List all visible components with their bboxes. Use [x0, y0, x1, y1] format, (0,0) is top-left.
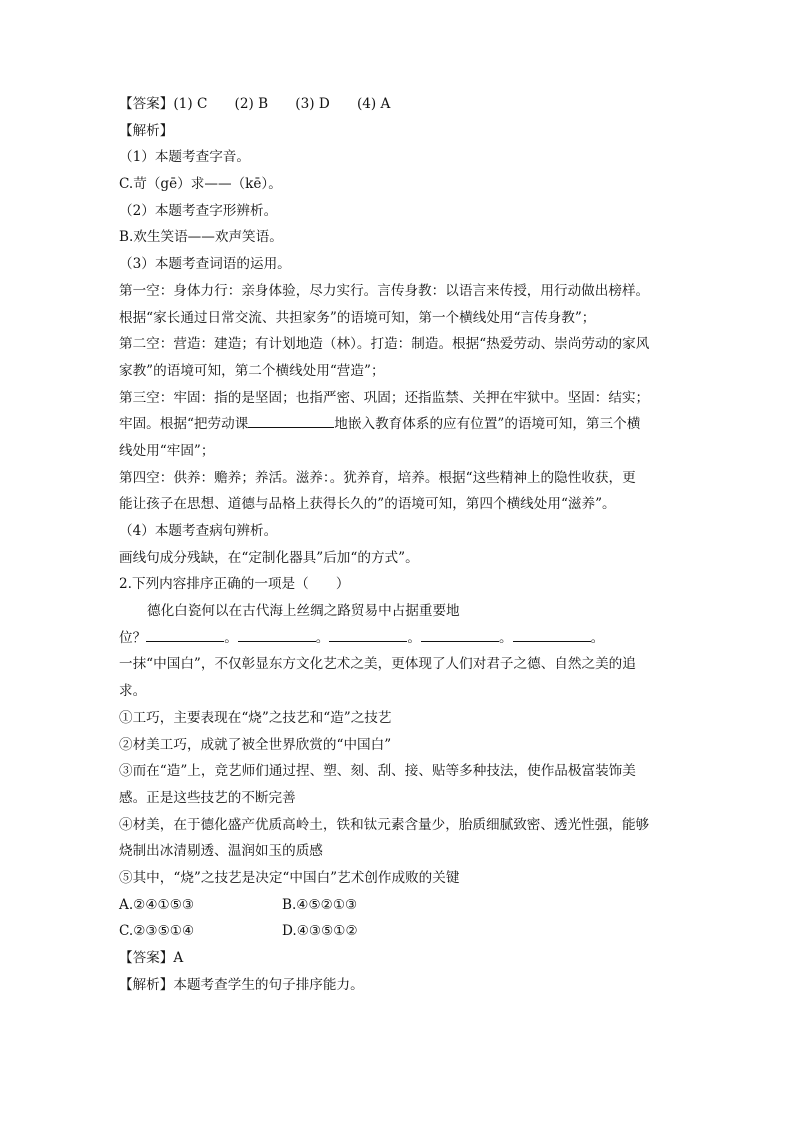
q1-part3-line: 第一空：身体力行：亲身体验，尽力实行。言传身教：以语言来传授，用行动做出榜样。 [119, 282, 650, 299]
q1-part3-title: （3）本题考查词语的运用。 [119, 256, 291, 273]
fill-blank-line [329, 628, 407, 642]
q2-passage-line: 一抹“中国白”，不仅彰显东方文化艺术之美，更体现了人们对君子之德、自然之美的追 [119, 656, 636, 673]
choice-b: B.④⑤②①③ [282, 896, 358, 913]
choice-c: C.②③⑤①④ [119, 923, 195, 940]
q2-passage-line: 求。 [119, 683, 147, 700]
period: 。 [315, 629, 330, 646]
period: 。 [224, 629, 238, 646]
period: 。 [407, 629, 421, 646]
q2-sentence-4: ④材美，在于德化盛产优质高岭土，铁和钛元素含量少，胎质细腻致密、透光性强，能够 [119, 816, 650, 833]
q1-part3-line: 根据“家长通过日常交流、共担家务”的语境可知，第一个横线处用“言传身教”； [119, 309, 596, 326]
q1-part3-line: 第三空：牢固：指的是坚固；也指严密、巩固；还指监禁、关押在牢狱中。坚固：结实； [119, 389, 650, 406]
q1-part3-line: 第四空：供养：赡养；养活。滋养：。犹养育，培养。根据“这些精神上的隐性收获，更 [119, 469, 636, 486]
q1-part4-text: 画线句成分残缺，在“定制化器具”后加“的方式”。 [119, 549, 419, 566]
q1-part4-title: （4）本题考查病句辨析。 [119, 523, 278, 539]
q1-part1-title: （1）本题考查字音。 [119, 149, 250, 166]
q1-analysis-label: 【解析】 [119, 122, 174, 139]
q2-sentence-2: ②材美工巧，成就了被全世界欣赏的“中国白” [119, 736, 392, 753]
text-segment: 牢固。根据“把劳动课 [119, 416, 249, 433]
q2-analysis: 【解析】本题考查学生的句子排序能力。 [119, 976, 364, 993]
q1-part3-line: 能让孩子在思想、道德与品格上获得长久的”的语境可知，第四个横线处用“滋养”。 [119, 496, 616, 513]
q1-part3-line [119, 411, 679, 438]
q2-sentence-5: ⑤其中，“烧”之技艺是决定“中国白”艺术创作成败的关键 [119, 869, 460, 886]
text-segment: 位？ [119, 629, 147, 646]
text-segment: 地嵌入教育体系的应有位置”的语境可知，第三个横 [334, 416, 641, 433]
q1-part3-line: 家教”的语境可知，第二个横线处用“营造”； [119, 362, 385, 379]
period: 。 [498, 629, 513, 646]
q1-part1-text: C.苛（gē）求——（kē）。 [119, 176, 282, 193]
q2-sentence-4-cont: 烧制出冰清剔透、温润如玉的质感 [119, 843, 323, 860]
choice-a: A.②④①⑤③ [119, 896, 195, 913]
q2-stem: 2.下列内容排序正确的一项是（ ） [119, 576, 350, 593]
q2-sentence-3-cont: 感。正是这些技艺的不断完善 [119, 789, 296, 806]
q2-passage-blanks [119, 625, 679, 652]
document-page [119, 91, 679, 998]
fill-blank-line [248, 414, 334, 428]
fill-blank-line [238, 628, 316, 642]
q1-part3-line: 第二空：营造：建造；有计划地造（林）。打造：制造。根据“热爱劳动、崇尚劳动的家风 [119, 336, 650, 353]
fill-blank-line [513, 628, 591, 642]
q1-part2-title: （2）本题考查字形辨析。 [119, 202, 278, 219]
fill-blank-line [421, 628, 499, 642]
q1-part3-line: 线处用“牢固”； [119, 442, 215, 459]
q2-choices-row [119, 918, 679, 945]
q2-choices-row [119, 892, 679, 919]
q2-sentence-1: ①工巧，主要表现在“烧”之技艺和“造”之技艺 [119, 709, 392, 726]
q2-passage-line: 德化白瓷何以在古代海上丝绸之路贸易中占据重要地 [147, 603, 460, 620]
q2-sentence-3: ③而在“造”上，竞艺师们通过捏、塑、刻、刮、接、贴等多种技法，使作品极富装饰美 [119, 763, 636, 780]
q2-answer: 【答案】A [119, 950, 184, 966]
fill-blank-line [146, 628, 224, 642]
q1-part2-text: B.欢生笑语——欢声笑语。 [119, 229, 283, 246]
q1-answer: 【答案】(1) C (2) B (3) D (4) A [119, 96, 391, 112]
period: 。 [590, 629, 605, 646]
choice-d: D.④③⑤①② [282, 923, 358, 940]
